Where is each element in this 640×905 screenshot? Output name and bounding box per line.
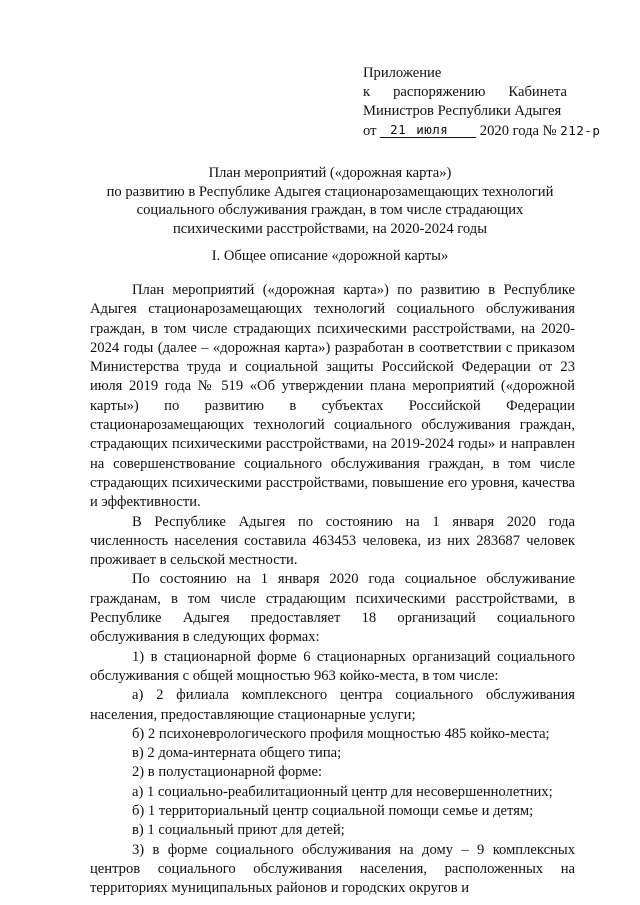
paragraph-9: а) 1 социально-реабилитационный центр для несовершеннолетних; [132, 783, 553, 800]
title-line-2: по развитию в Республике Адыгея стационарозамещающих технологий [106, 183, 554, 200]
paragraph-1: План мероприятий («дорожная карта») по развитию в Республике Адыгея стационарозамещающих технологий социального обслуживания граждан, в том числе страдающих психическими расстройствами, на 2020-2024 годы (далее – «дорожная карта») разработан в соответствии с приказом Министерства труда и социальной защиты Российской Федерации от 23 июля 2019 года № 519 «Об утверждении плана мероприятий («дорожной карты») по развитию в субъектах Российской Федерации стационарозамещающих технологий социального обслуживания граждан, страдающих психическими расстройствами, на 2019-2024 годы» и направлен на совершенствование социального обслуживания граждан, в том числе страдающих психическими расстройствами, повышение его уровня, качества и эффективности. [90, 282, 575, 511]
paragraph-11: в) 1 социальный приют для детей; [132, 822, 345, 839]
appendix-label: Приложение [363, 65, 442, 81]
appendix-word-order: распоряжению [393, 84, 486, 100]
paragraph-8: 2) в полустационарной форме: [132, 764, 323, 781]
appendix-date-fill [380, 123, 476, 138]
appendix-date-line [363, 121, 603, 141]
appendix-day: 21 [390, 122, 407, 137]
paragraph-6: б) 2 психоневрологического профиля мощностью 485 койко-места; [132, 725, 550, 742]
paragraph-4: 1) в стационарной форме 6 стационарных организаций социального обслуживания с общей мощностью 963 койко-места, в том числе: [90, 648, 575, 684]
appendix-ministers: Министров Республики Адыгея [363, 103, 562, 119]
section-heading: I. Общее описание «дорожной карты» [211, 248, 449, 264]
appendix-year-text: 2020 года № [479, 123, 557, 139]
title-line-3: социального обслуживания граждан, в том числе страдающих [136, 202, 524, 218]
document-body [90, 281, 575, 899]
appendix-month: июля [416, 122, 449, 137]
appendix-word-cabinet: Кабинета [508, 84, 567, 100]
appendix-order-line [363, 83, 567, 102]
paragraph-5: а) 2 филиала комплексного центра социального обслуживания населения, предоставляющие стационарные услуги; [90, 687, 575, 723]
title-line-4: психическими расстройствами, на 2020-2024 годы [172, 220, 488, 237]
appendix-word-k: к [363, 84, 371, 100]
paragraph-10: б) 1 территориальный центр социальной помощи семье и детям; [132, 803, 534, 820]
appendix-date-prefix: от [363, 123, 377, 139]
paragraph-12: 3) в форме социального обслуживания на дому – 9 комплексных центров социального обслуживания населения, расположенных на территориях муниципальных районов и городских округов и [90, 841, 575, 897]
paragraph-2: В Республике Адыгея по состоянию на 1 января 2020 года численность населения составила 463453 человека, из них 283687 человек проживает в сельской местности. [90, 513, 575, 569]
appendix-block [363, 64, 603, 141]
title-line-1: План мероприятий («дорожная карта») [208, 165, 452, 181]
paragraph-3: По состоянию на 1 января 2020 года социальное обслуживание гражданам, в том числе страдающим психическими расстройствами, в Республике Адыгея предоставляет 18 организаций социального обслуживания в следующих формах: [90, 571, 575, 646]
appendix-number: 212-р [560, 123, 601, 138]
paragraph-7: в) 2 дома-интерната общего типа; [132, 745, 342, 762]
document-title [60, 164, 600, 238]
